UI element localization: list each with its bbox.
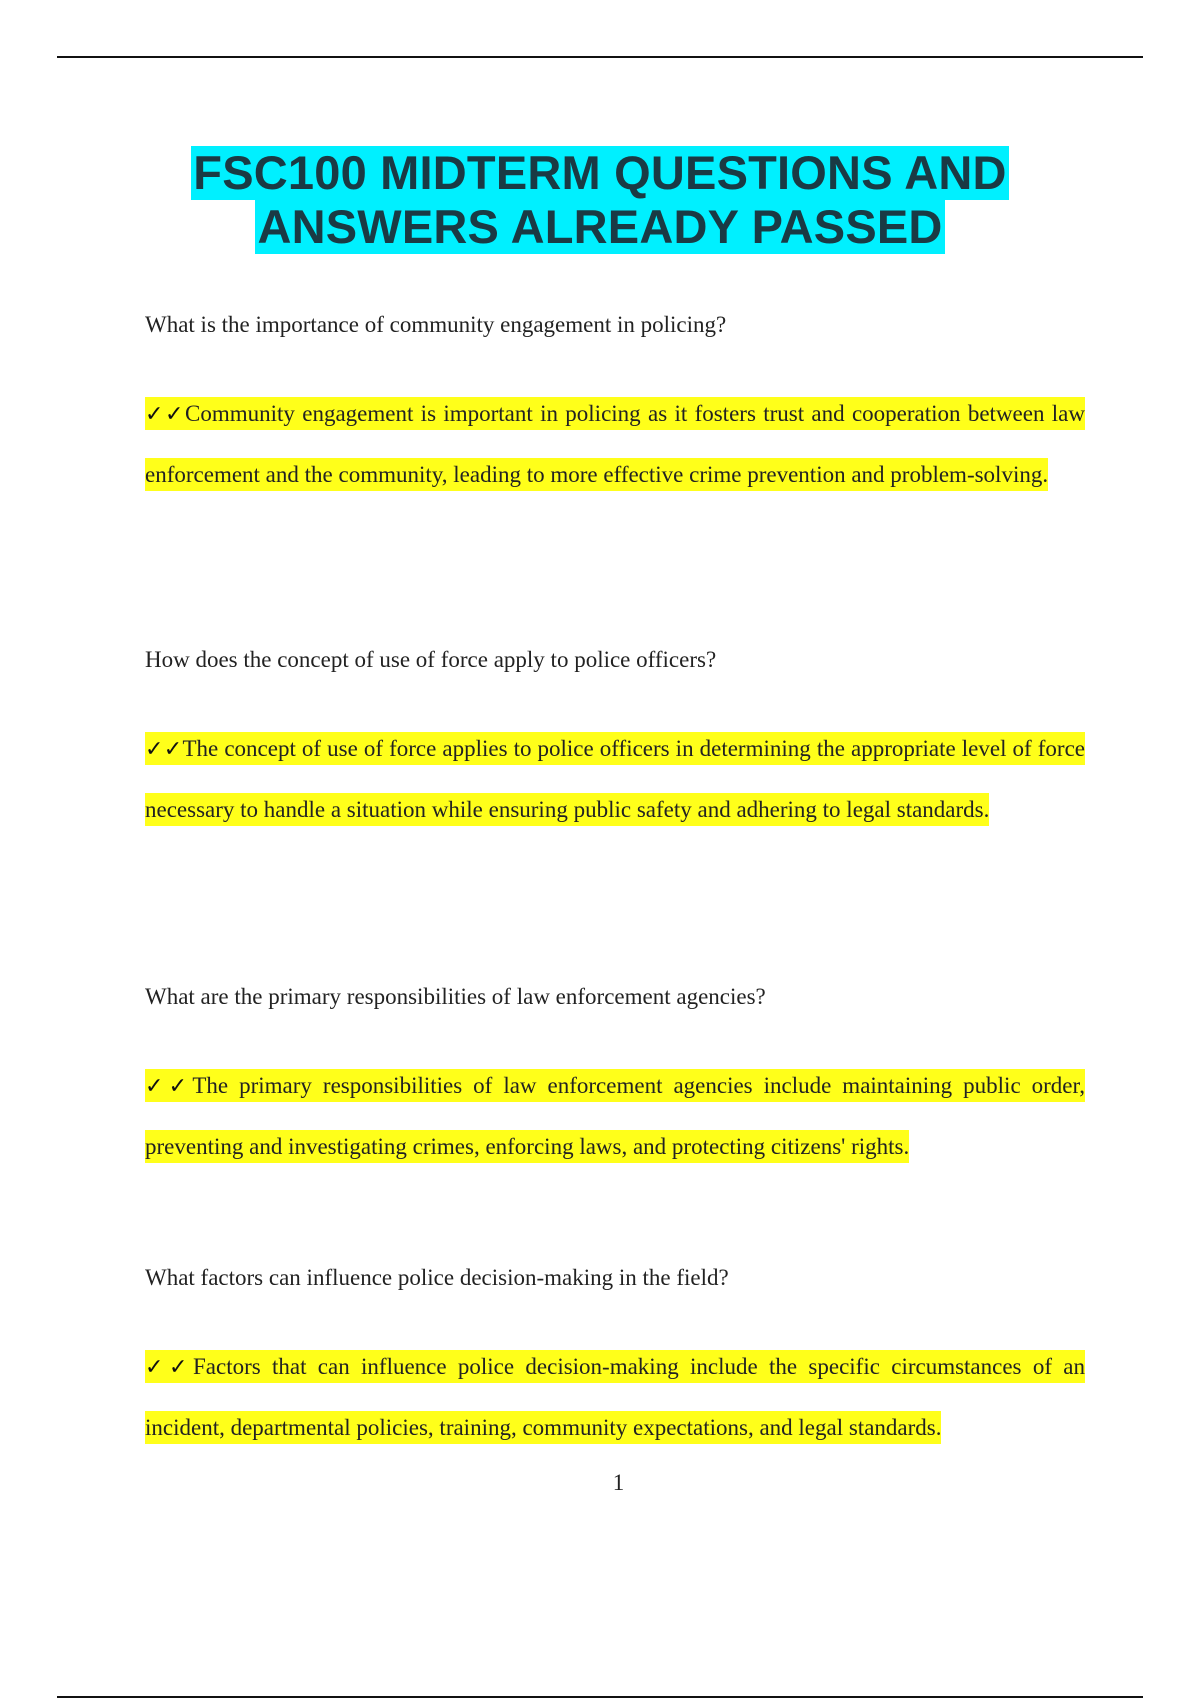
top-rule <box>57 56 1143 58</box>
answer-text: The primary responsibilities of law enforcement agencies include maintaining public order, preventing and investigating crimes, enforcing laws, and protecting citizens' rights. <box>145 1073 1085 1159</box>
answer-text: Factors that can influence police decision-making include the specific circumstances of an incident, departmental policies, training, community expectations, and legal standards. <box>145 1354 1085 1440</box>
answer-block <box>145 384 1085 505</box>
qa-item-3 <box>145 982 1085 1177</box>
question-text: What are the primary responsibilities of law enforcement agencies? <box>145 984 766 1009</box>
answer-block <box>145 1337 1085 1458</box>
answer-block <box>145 1056 1085 1177</box>
page-title <box>0 146 1200 254</box>
double-check-icon: ✓✓ <box>145 737 183 762</box>
page-number: 1 <box>612 1470 625 1495</box>
double-check-icon: ✓✓ <box>145 1074 193 1099</box>
question-text: What factors can influence police decision-making in the field? <box>145 1265 729 1290</box>
title-line-2: ANSWERS ALREADY PASSED <box>257 200 943 253</box>
double-check-icon: ✓✓ <box>145 1355 193 1380</box>
question-text: How does the concept of use of force apply to police officers? <box>145 647 717 672</box>
title-line-1: FSC100 MIDTERM QUESTIONS AND <box>193 146 1007 199</box>
answer-highlight <box>145 1350 1085 1444</box>
answer-highlight <box>145 732 1085 826</box>
bottom-rule <box>57 1696 1143 1698</box>
answer-block <box>145 719 1085 840</box>
qa-item-4 <box>145 1263 1085 1458</box>
answer-text: Community engagement is important in policing as it fosters trust and cooperation between law enforcement and the community, leading to more effective crime prevention and problem-solving. <box>145 401 1085 487</box>
double-check-icon: ✓✓ <box>145 402 186 427</box>
qa-item-1 <box>145 310 1085 505</box>
answer-highlight <box>145 1069 1085 1163</box>
question-text: What is the importance of community engagement in policing? <box>145 312 727 337</box>
qa-item-2 <box>145 645 1085 840</box>
answer-text: The concept of use of force applies to police officers in determining the appropriate level of force necessary to handle a situation while ensuring public safety and adhering to legal standards. <box>145 736 1085 822</box>
answer-highlight <box>145 397 1085 491</box>
